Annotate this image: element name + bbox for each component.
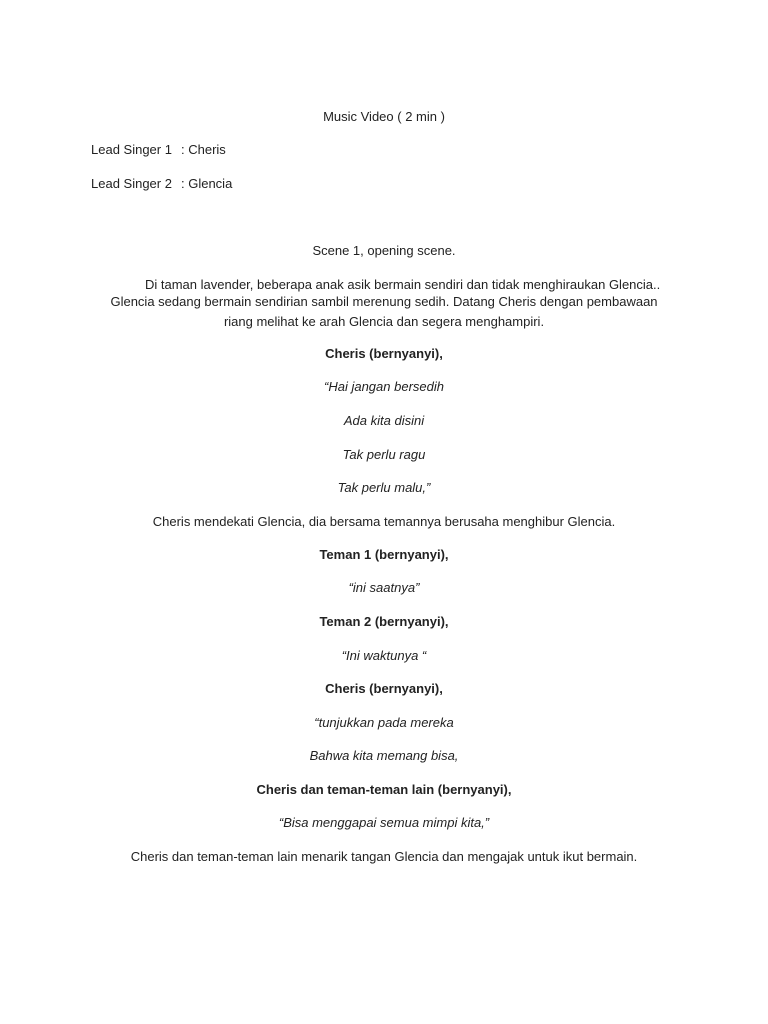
- lyric-line: “Hai jangan bersedih: [324, 379, 444, 394]
- speaker-cheris-2: Cheris (bernyanyi),: [325, 681, 443, 696]
- lead-singer-1-label: Lead Singer 1: [91, 142, 172, 157]
- action-line-2: Cheris dan teman-teman lain menarik tangan Glencia dan mengajak untuk ikut bermain.: [130, 849, 638, 864]
- lyric-line: “Bisa menggapai semua mimpi kita,”: [278, 815, 490, 830]
- speaker-teman-1: Teman 1 (bernyanyi),: [319, 547, 449, 562]
- lyric-line: Tak perlu malu,”: [337, 480, 431, 495]
- lyric-line: “tunjukkan pada mereka: [314, 715, 454, 730]
- intro-paragraph-line-3: riang melihat ke arah Glencia dan segera menghampiri.: [223, 314, 545, 329]
- speaker-cheris-dan-teman: Cheris dan teman-teman lain (bernyanyi),: [256, 782, 512, 797]
- scene-heading: Scene 1, opening scene.: [312, 243, 456, 258]
- lead-singer-1-value: : Cheris: [181, 142, 226, 157]
- lyric-line: Ada kita disini: [343, 413, 425, 428]
- lyric-line: “ini saatnya”: [348, 580, 420, 595]
- lead-singer-1-row: [91, 142, 226, 158]
- lyric-line: Tak perlu ragu: [342, 447, 426, 462]
- intro-paragraph-line-2: Glencia sedang bermain sendirian sambil merenung sedih. Datang Cheris dengan pembawaan: [110, 294, 658, 309]
- document-title: Music Video ( 2 min ): [323, 109, 445, 124]
- lead-singer-2-row: [91, 176, 232, 192]
- speaker-teman-2: Teman 2 (bernyanyi),: [319, 614, 449, 629]
- speaker-cheris-1: Cheris (bernyanyi),: [325, 346, 443, 361]
- lead-singer-2-label: Lead Singer 2: [91, 176, 172, 191]
- intro-paragraph-line-1: Di taman lavender, beberapa anak asik bermain sendiri dan tidak menghiraukan Glencia..: [145, 277, 661, 292]
- lyric-line: Bahwa kita memang bisa,: [309, 748, 459, 763]
- lead-singer-2-value: : Glencia: [181, 176, 233, 191]
- lyric-line: “Ini waktunya “: [341, 648, 427, 663]
- action-line-1: Cheris mendekati Glencia, dia bersama temannya berusaha menghibur Glencia.: [152, 514, 616, 529]
